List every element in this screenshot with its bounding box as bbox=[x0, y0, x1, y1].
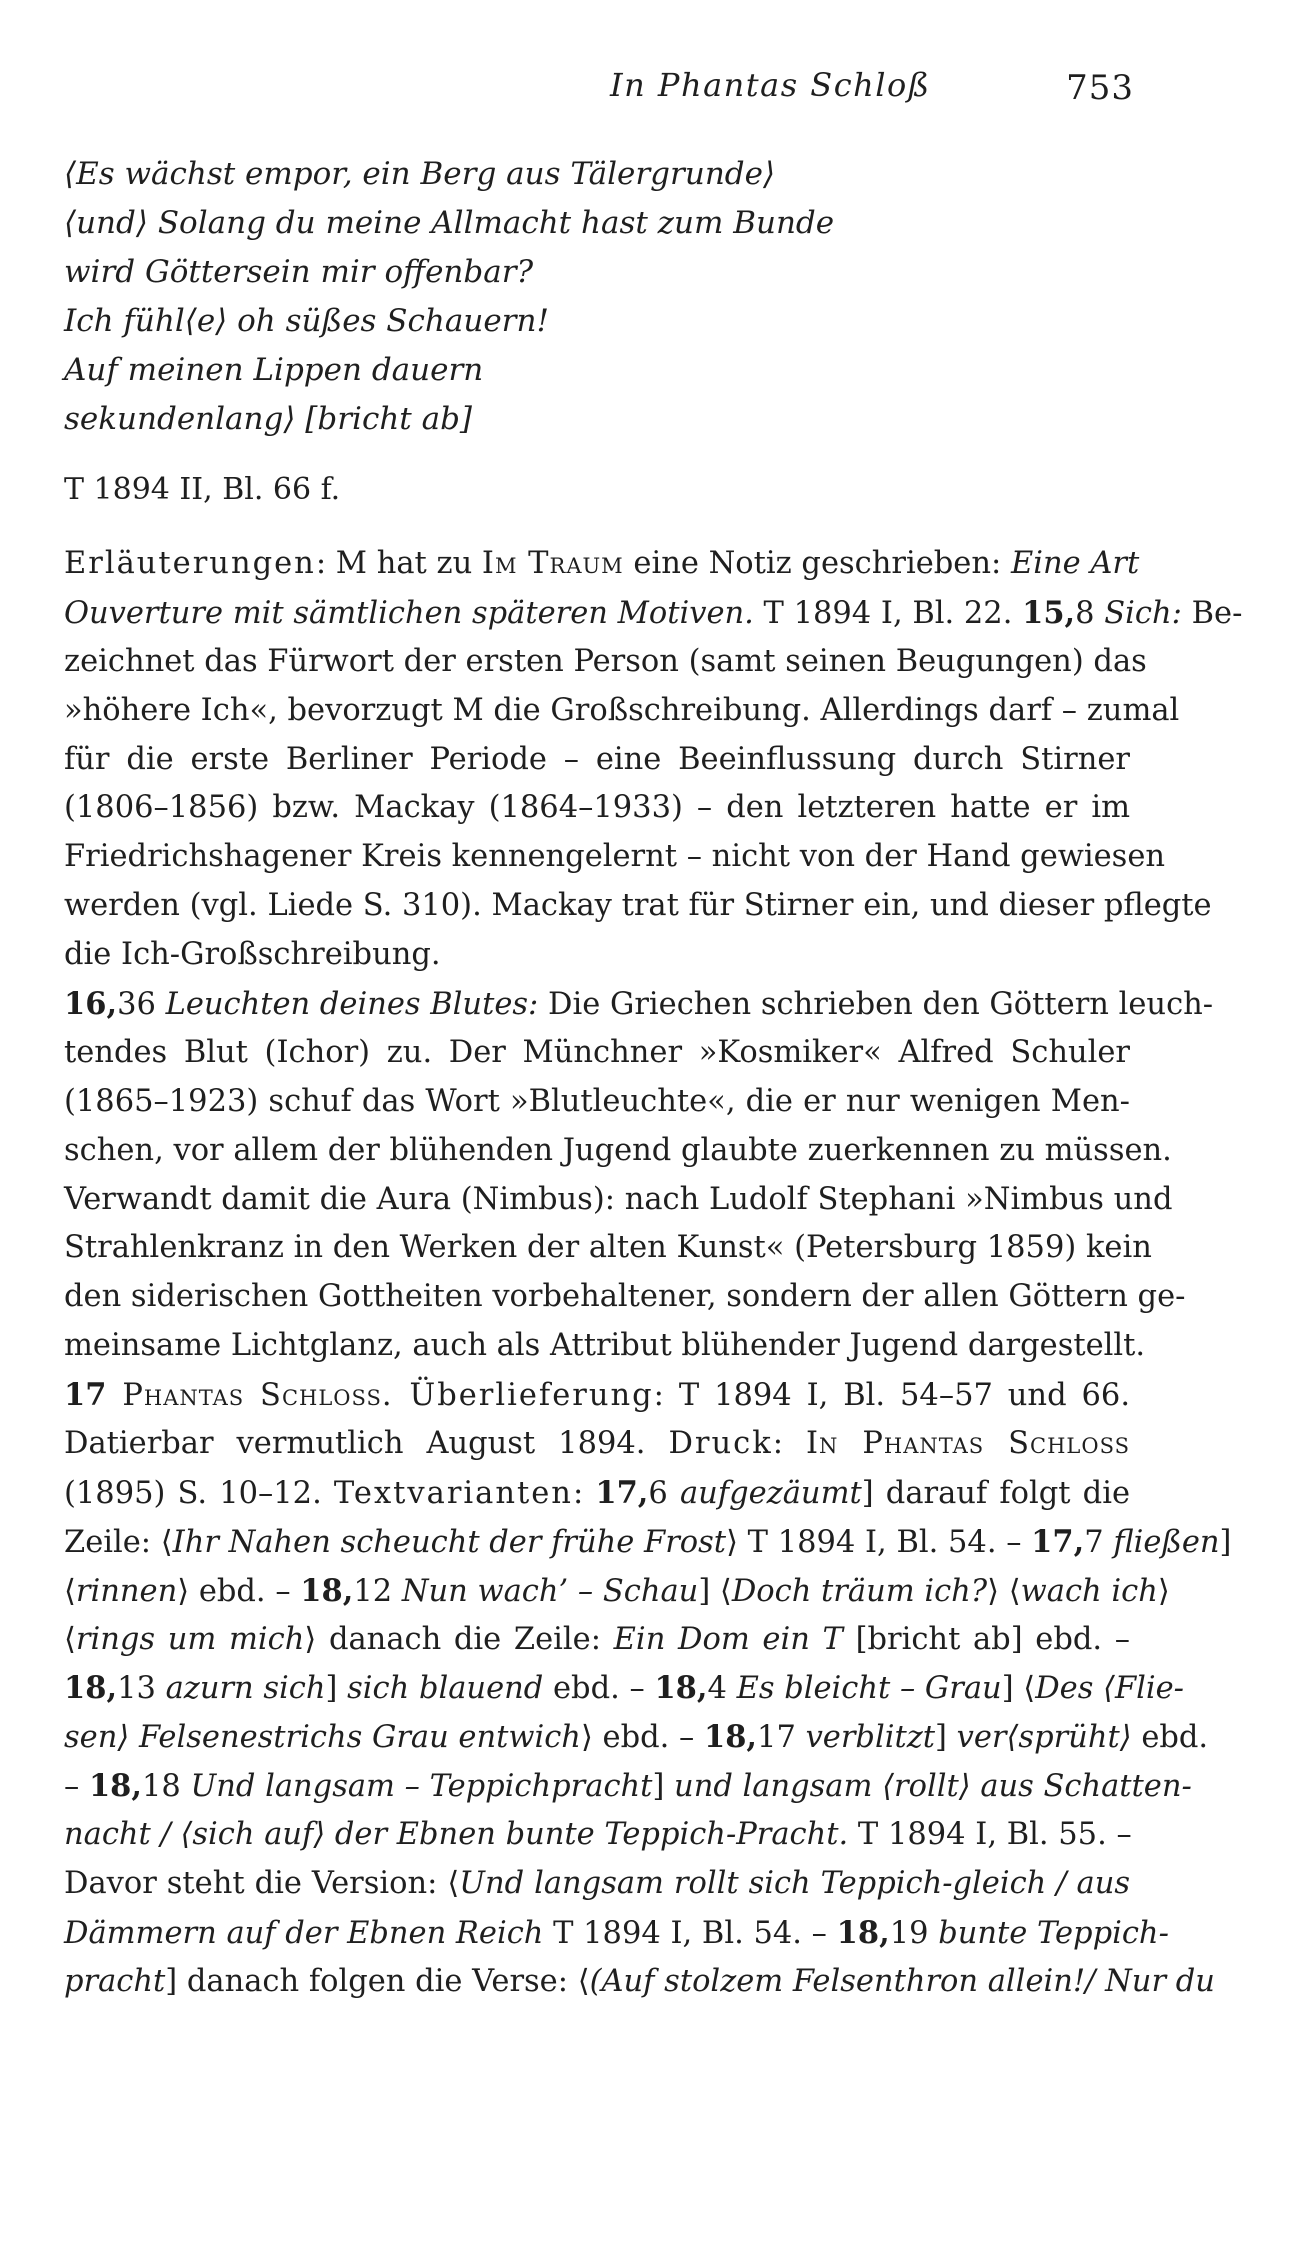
line-reference: 18, bbox=[64, 1670, 118, 1707]
section-label: Druck bbox=[668, 1426, 773, 1462]
poem-fragment bbox=[64, 150, 834, 444]
line-reference: 16, bbox=[64, 986, 118, 1023]
note-line: ⟨rings um mich⟩ danach die Zeile: Ein Dom ein T [bricht ab] ebd. – bbox=[64, 1621, 1131, 1657]
note-line: Dämmern auf der Ebnen Reich T 1894 I, Bl. 54. – 18,19 bunte Teppich- bbox=[64, 1914, 1169, 1951]
note-line: ⟨rinnen⟩ ebd. – 18,12 Nun wach’ – Schau] ⟨Doch träum ich?⟩ ⟨wach ich⟩ bbox=[64, 1572, 1170, 1609]
source-reference: T 1894 II, Bl. 66 f. bbox=[64, 472, 341, 507]
note-line: 17 Phantas Schloss. Überlieferung: T 1894 I, Bl. 54–57 und 66. bbox=[64, 1377, 1131, 1414]
note-line: Strahlenkranz in den Werken der alten Kunst« (Petersburg 1859) kein bbox=[64, 1230, 1152, 1266]
line-reference: 18, bbox=[88, 1768, 143, 1805]
page-number: 753 bbox=[1066, 68, 1134, 108]
note-line: schen, vor allem der blühenden Jugend glaubte zuerkennen zu müssen. bbox=[64, 1132, 1172, 1168]
commentary bbox=[64, 540, 1243, 2007]
line-reference: 18, bbox=[654, 1670, 708, 1707]
note-line: zeichnet das Fürwort der ersten Person (samt seinen Beugungen) das bbox=[64, 643, 1147, 679]
line-reference: 18, bbox=[703, 1719, 758, 1756]
note-line: Erläuterungen: M hat zu Im Traum eine Notiz geschrieben: Eine Art bbox=[64, 546, 1140, 581]
note-line: tendes Blut (Ichor) zu. Der Münchner »Kosmiker« Alfred Schuler bbox=[64, 1034, 1130, 1070]
line-reference: 15, bbox=[1022, 594, 1076, 631]
line-reference: 17, bbox=[1031, 1523, 1085, 1560]
note-line: für die erste Berliner Periode – eine Beeinflussung durch Stirner bbox=[64, 741, 1130, 777]
note-line: nacht / ⟨sich auf⟩ der Ebnen bunte Teppich-Pracht. T 1894 I, Bl. 55. – bbox=[64, 1817, 1132, 1853]
note-line: (1895) S. 10–12. Textvarianten: 17,6 aufgezäumt] darauf folgt die bbox=[64, 1474, 1130, 1511]
page-header bbox=[0, 66, 1294, 116]
note-line: die Ich-Großschreibung. bbox=[64, 937, 441, 973]
section-label: Überlieferung bbox=[392, 1378, 654, 1414]
poem-line: wird Göttersein mir offenbar? bbox=[64, 254, 534, 290]
note-line: pracht] danach folgen die Verse: ⟨(Auf stolzem Felsenthron allein!/ Nur du bbox=[64, 1963, 1215, 1999]
note-line: (1865–1923) schuf das Wort »Blutleuchte«, die er nur wenigen Men- bbox=[64, 1083, 1130, 1119]
section-label: Textvarianten bbox=[333, 1475, 573, 1511]
section-label: Erläuterungen bbox=[64, 546, 316, 581]
note-line: Zeile: ⟨Ihr Nahen scheucht der frühe Frost⟩ T 1894 I, Bl. 54. – 17,7 fließen] bbox=[64, 1523, 1232, 1560]
note-line: Datierbar vermutlich August 1894. Druck: In Phantas Schloss bbox=[64, 1426, 1130, 1462]
line-reference: 17, bbox=[595, 1474, 649, 1511]
line-reference: 18, bbox=[836, 1914, 890, 1951]
note-line: Ouverture mit sämtlichen späteren Motiven. T 1894 I, Bl. 22. 15,8 Sich: Be- bbox=[64, 594, 1243, 631]
poem-line: Auf meinen Lippen dauern bbox=[64, 352, 484, 388]
note-line: den siderischen Gottheiten vorbehaltener, sondern der allen Göttern ge- bbox=[64, 1279, 1186, 1315]
note-line: Verwandt damit die Aura (Nimbus): nach Ludolf Stephani »Nimbus und bbox=[64, 1181, 1173, 1217]
note-line: werden (vgl. Liede S. 310). Mackay trat für Stirner ein, und dieser pflegte bbox=[64, 888, 1212, 924]
note-line: »höhere Ich«, bevorzugt M die Großschreibung. Allerdings darf – zumal bbox=[64, 692, 1180, 728]
poem-line: sekundenlang⟩ [bricht ab] bbox=[64, 401, 473, 437]
note-line: Davor steht die Version: ⟨Und langsam rollt sich Teppich-gleich / aus bbox=[64, 1866, 1130, 1902]
note-line: sen⟩ Felsenestrichs Grau entwich⟩ ebd. – 18,17 verblitzt] ver⟨sprüht⟩ ebd. bbox=[64, 1719, 1209, 1756]
poem-line: ⟨Es wächst empor, ein Berg aus Tälergrunde⟩ bbox=[64, 156, 776, 192]
note-line: 18,13 azurn sich] sich blauend ebd. – 18,4 Es bleicht – Grau] ⟨Des ⟨Flie- bbox=[64, 1670, 1184, 1707]
note-line: Friedrichshagener Kreis kennengelernt – nicht von der Hand gewiesen bbox=[64, 839, 1166, 875]
note-line: meinsame Lichtglanz, auch als Attribut blühender Jugend dargestellt. bbox=[64, 1328, 1146, 1364]
line-reference: 17 bbox=[64, 1377, 107, 1414]
poem-line: Ich fühl⟨e⟩ oh süßes Schauern! bbox=[64, 303, 549, 339]
note-line: (1806–1856) bzw. Mackay (1864–1933) – den letzteren hatte er im bbox=[64, 790, 1130, 826]
note-line: 16,36 Leuchten deines Blutes: Die Griechen schrieben den Göttern leuch- bbox=[64, 986, 1214, 1023]
note-line: – 18,18 Und langsam – Teppichpracht] und langsam ⟨rollt⟩ aus Schatten- bbox=[64, 1768, 1192, 1805]
poem-line: ⟨und⟩ Solang du meine Allmacht hast zum Bunde bbox=[64, 205, 835, 241]
running-title: In Phantas Schloß bbox=[610, 66, 931, 104]
line-reference: 18, bbox=[300, 1572, 354, 1609]
